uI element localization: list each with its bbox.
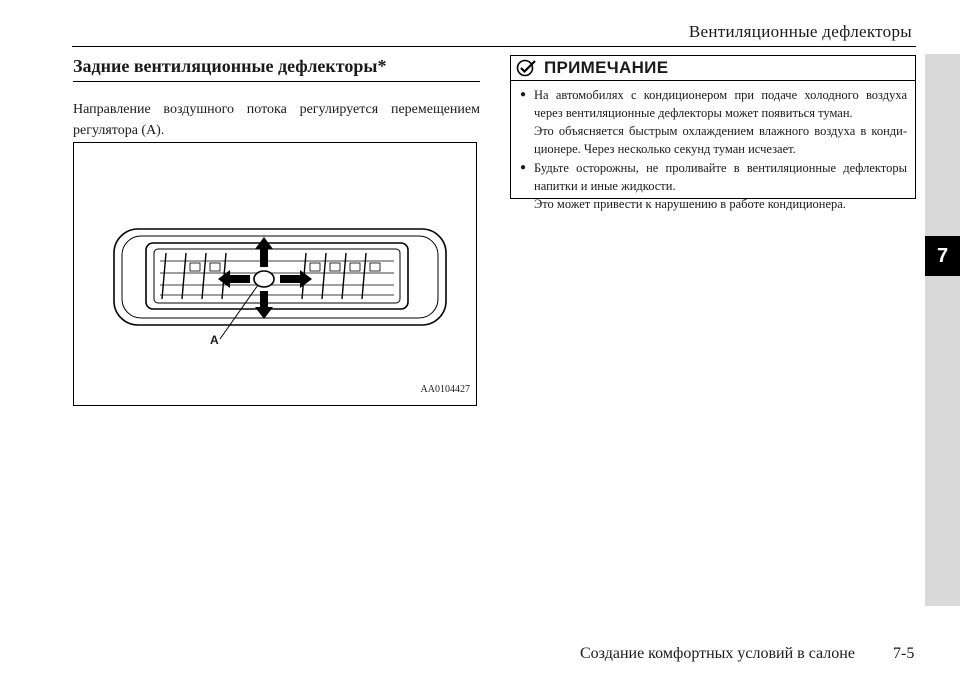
section-body-text: Направление воздушного потока регулируется перемещением регулятора (А). [73,102,480,138]
rear-vent-drawing [74,143,478,407]
vent-illustration [73,142,477,406]
note-box [510,55,916,211]
figure-code: AA0104427 [420,384,470,395]
bullet-icon: ● [520,162,527,173]
chapter-tab-7[interactable]: 7 [925,236,960,276]
note-item-1-line-1: На автомобилях с кондиционером при подаче холодного воздуха через вентиляционные дефлекторы может появиться туман. [534,88,907,120]
note-item-2-line-1: Будьте осторожны, не проливайте в вентиляционные дефлекторы напитки и иные жидкости. [534,161,907,193]
note-header [511,56,915,81]
chapter-tab-strip [925,54,960,606]
note-check-icon [516,59,538,77]
footer-section-name: Создание комфортных условий в салоне [580,645,855,662]
note-item [520,159,907,213]
note-item-2-line-2: Это может привести к нарушению в работе кондиционера. [534,197,846,211]
note-item [520,86,907,158]
running-header-title: Вентиляционные дефлекторы [688,22,912,41]
callout-label-a: A [210,333,219,347]
note-list [511,81,915,213]
note-title: ПРИМЕЧАНИЕ [544,58,669,77]
section-title: Задние вентиляционные дефлекторы* [73,56,387,76]
bullet-icon: ● [520,89,527,100]
footer-page-number: 7-5 [893,645,915,662]
section-title-rule [73,81,480,82]
header-rule [72,46,916,47]
note-item-1-line-2: Это объясняется быстрым охлаждением влажного воздуха в конди-ционере. Через несколько секунд туман исчезает. [534,124,907,156]
